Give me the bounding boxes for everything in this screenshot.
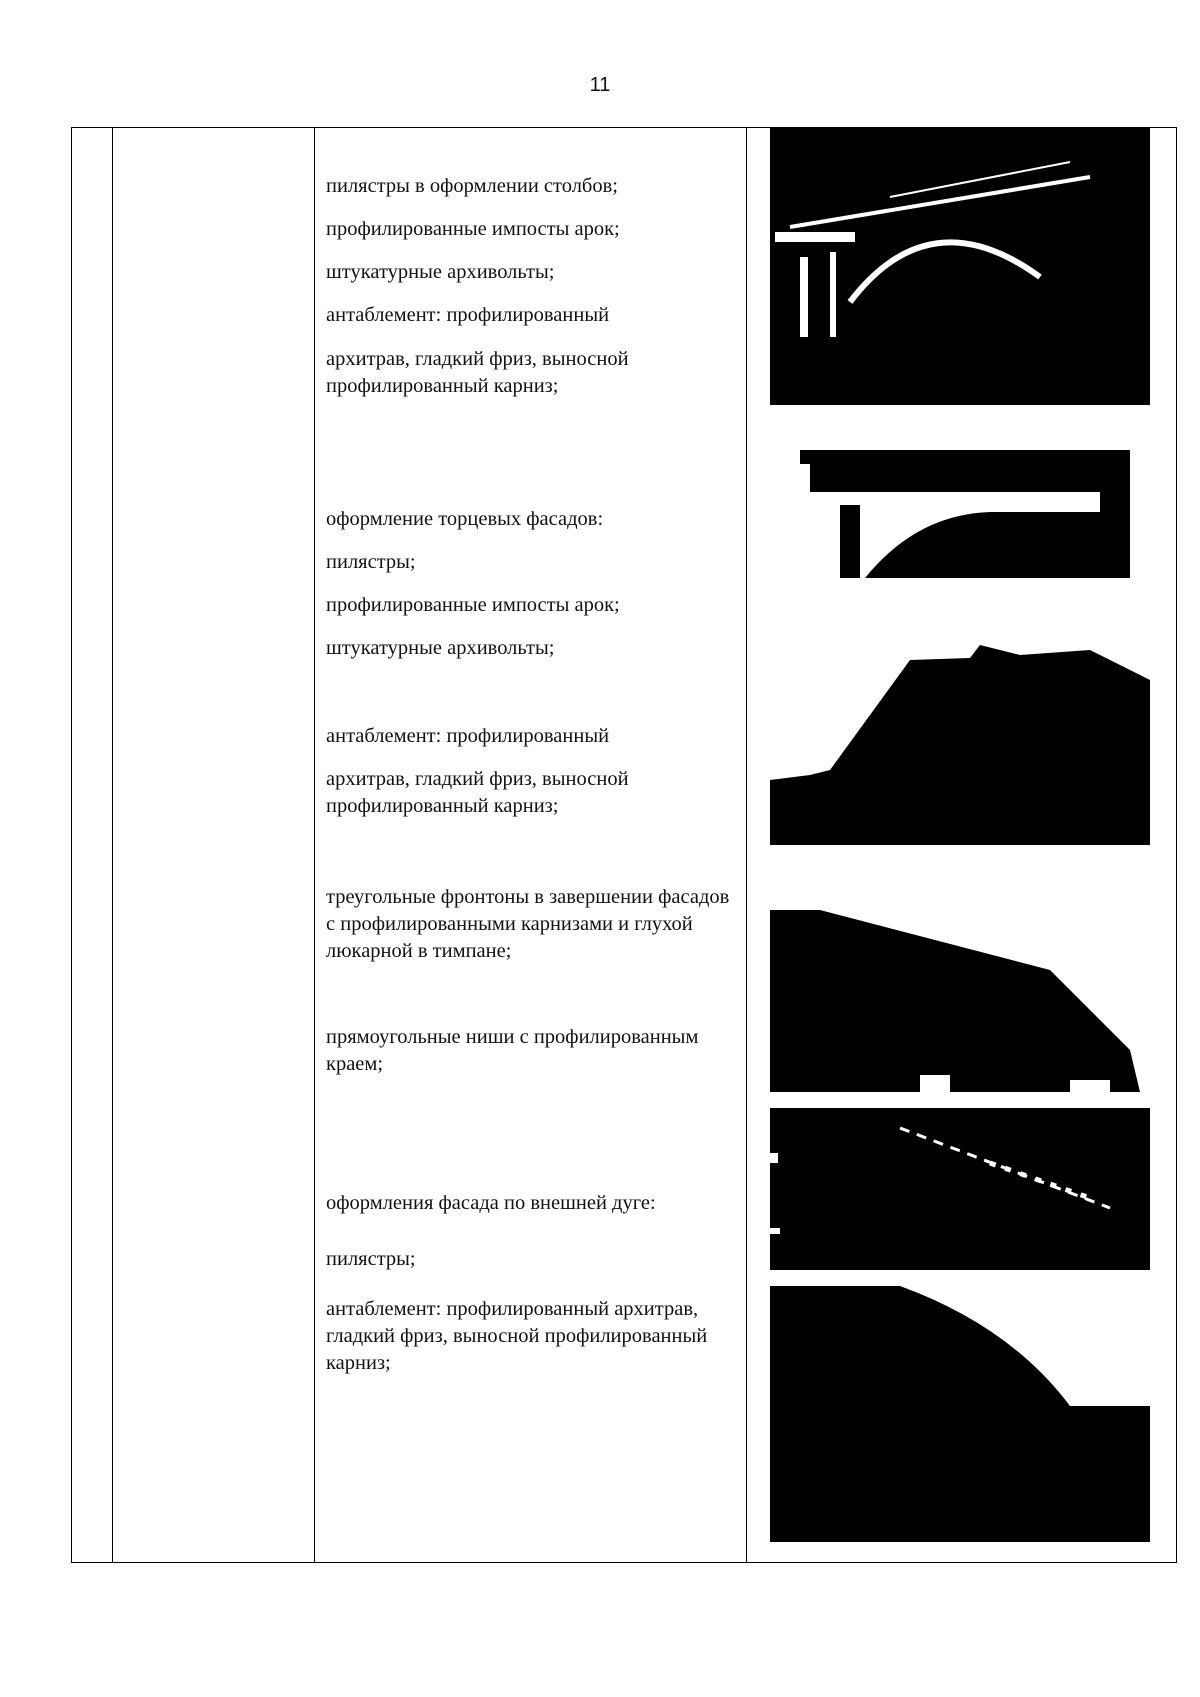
feature-item: архитрав, гладкий фриз, выносной профилированный карниз; xyxy=(326,348,629,397)
column-divider-3 xyxy=(746,128,747,1562)
feature-item: оформления фасада по внешней дуге: xyxy=(326,1192,656,1214)
niche-photo xyxy=(770,1108,1150,1270)
feature-item: треугольные фронтоны в завершении фасадов с профилированными карнизами и глухой люкарной в тимпане; xyxy=(326,886,730,962)
pediment-photo xyxy=(770,630,1150,845)
arc-facade-photo xyxy=(770,1286,1150,1542)
pediment-photo xyxy=(770,910,1150,1092)
page-number: 11 xyxy=(589,74,611,96)
feature-item: прямоугольные ниши с профилированным краем; xyxy=(326,1026,699,1075)
feature-item: пилястры в оформлении столбов; xyxy=(326,175,618,197)
facade-photo xyxy=(800,450,1130,578)
feature-item: профилированные импосты арок; xyxy=(326,218,620,240)
feature-item: пилястры; xyxy=(326,1248,416,1270)
feature-item: архитрав, гладкий фриз, выносной профилированный карниз; xyxy=(326,768,629,817)
feature-item: антаблемент: профилированный xyxy=(326,304,610,326)
column-divider-2 xyxy=(314,128,315,1562)
facade-photo xyxy=(770,127,1150,405)
column-divider-1 xyxy=(112,128,113,1562)
feature-item: штукатурные архивольты; xyxy=(326,261,555,283)
feature-item: антаблемент: профилированный xyxy=(326,725,610,747)
feature-item: антаблемент: профилированный архитрав, гладкий фриз, выносной профилированный карниз; xyxy=(326,1298,708,1374)
feature-item: профилированные импосты арок; xyxy=(326,594,620,616)
feature-item: штукатурные архивольты; xyxy=(326,637,555,659)
feature-item: оформление торцевых фасадов: xyxy=(326,508,604,530)
feature-item: пилястры; xyxy=(326,551,416,573)
